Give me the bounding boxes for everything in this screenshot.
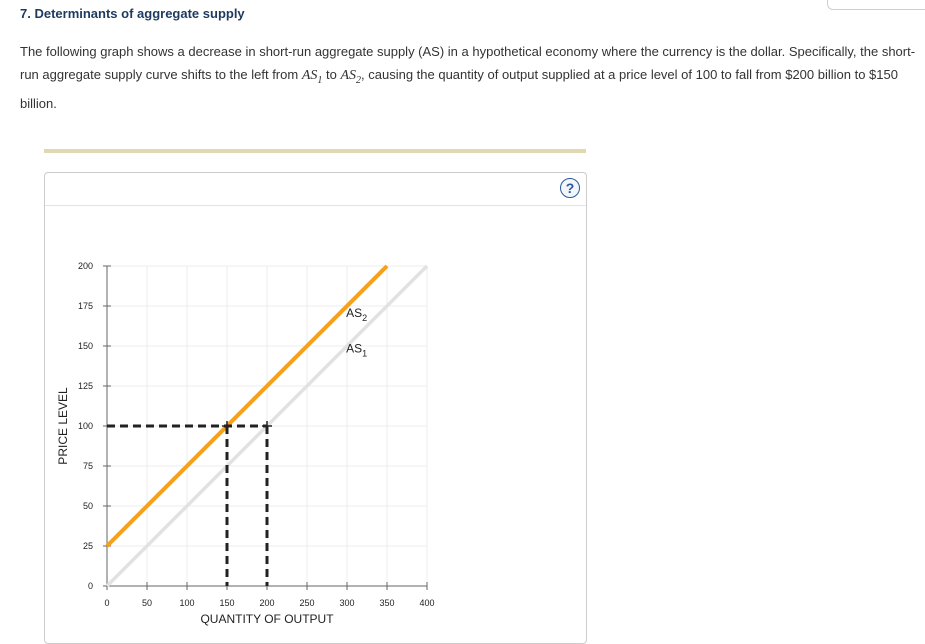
y-tick-label: 50 xyxy=(82,501,93,511)
help-icon[interactable]: ? xyxy=(560,178,580,198)
x-tick-label: 350 xyxy=(379,598,395,608)
x-tick-label: 300 xyxy=(339,598,355,608)
as1-symbol: $AS_1$ xyxy=(301,68,323,86)
y-tick-label: 100 xyxy=(77,421,93,431)
intro-text-2: to xyxy=(322,67,341,82)
y-tick-label: 0 xyxy=(87,581,93,591)
x-tick-label: 150 xyxy=(219,598,235,608)
x-tick-label: 250 xyxy=(299,598,315,608)
top-panel-edge xyxy=(827,0,925,10)
question-title: 7. Determinants of aggregate supply xyxy=(20,6,245,21)
supply-chart xyxy=(45,173,586,643)
x-tick-label: 200 xyxy=(259,598,275,608)
as2-curve xyxy=(107,266,387,546)
question-intro xyxy=(20,40,925,115)
y-tick-label: 125 xyxy=(77,381,93,391)
as2-symbol: $AS_2$ xyxy=(340,68,362,86)
y-tick-label: 175 xyxy=(77,301,93,311)
intro-text-3: , causing the quantity of output supplied at a price level of 100 to fall from $200 billion to $150 billion. xyxy=(20,67,898,111)
x-axis-title: QUANTITY OF OUTPUT xyxy=(200,612,334,626)
x-tick-label: 50 xyxy=(141,598,153,608)
y-tick-label: 200 xyxy=(77,261,93,271)
graph-panel xyxy=(44,172,587,644)
y-tick-label: 25 xyxy=(82,541,93,551)
x-tick-label: 0 xyxy=(104,598,110,608)
as1-label: $AS_1$ xyxy=(346,341,368,359)
x-tick-label: 400 xyxy=(419,598,435,608)
y-tick-label: 150 xyxy=(77,341,93,351)
as2-label: $AS_2$ xyxy=(346,306,368,324)
section-divider xyxy=(44,149,586,153)
x-tick-label: 100 xyxy=(179,598,195,608)
intro-text-1: The following graph shows a decrease in short-run aggregate supply (AS) in a hypothetical economy where the currency is the dollar. Specifically, the short-run aggregate supply curve shifts to the left from xyxy=(20,44,916,82)
y-tick-label: 75 xyxy=(82,461,93,471)
y-axis-title: PRICE LEVEL xyxy=(56,387,70,465)
